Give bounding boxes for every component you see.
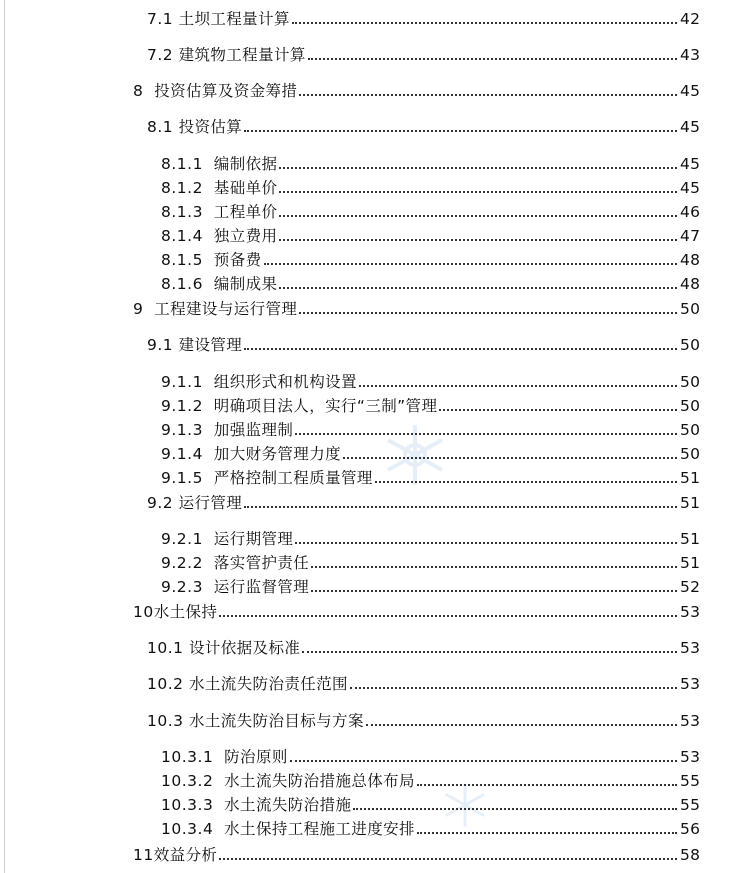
toc-dot-leader (311, 566, 677, 568)
toc-entry-title: 水土流失防治责任范围 (188, 675, 348, 693)
toc-dot-leader (375, 481, 677, 483)
toc-dot-leader (295, 433, 677, 435)
toc-dot-leader (359, 385, 677, 387)
toc-entry-page: 53 (680, 603, 701, 621)
toc-entry[interactable] (161, 247, 700, 269)
toc-entry-page: 43 (680, 46, 701, 64)
toc-entry-title: 运行管理 (178, 494, 243, 512)
toc-dot-leader (279, 167, 677, 169)
toc-dot-leader (311, 590, 677, 592)
toc-entry-page: 45 (680, 155, 701, 173)
toc-entry-page: 50 (680, 445, 701, 463)
toc-entry-title: 水土保持 (153, 603, 218, 621)
toc-dot-leader (343, 457, 677, 459)
toc-dot-leader (417, 784, 677, 786)
toc-entry-number: 8.1.1 (161, 155, 214, 173)
toc-entry[interactable] (161, 271, 700, 293)
toc-dot-leader (353, 808, 677, 810)
toc-entry[interactable] (161, 369, 700, 391)
toc-dot-leader (366, 724, 677, 726)
toc-entry-title: 水土流失防治措施 (224, 796, 352, 814)
toc-entry[interactable] (133, 78, 700, 100)
toc-dot-leader (244, 506, 677, 508)
toc-entry-title: 工程单价 (213, 203, 278, 221)
toc-entry-title: 建筑物工程量计算 (178, 46, 306, 64)
toc-entry-title: 水土流失防治措施总体布局 (224, 772, 415, 790)
toc-entry-title: 运行期管理 (213, 530, 294, 548)
toc-entry-page: 42 (680, 10, 701, 28)
toc-entry-page: 46 (680, 203, 701, 221)
toc-entry-number: 8.1.2 (161, 179, 214, 197)
toc-entry-title: 效益分析 (153, 846, 218, 864)
toc-entry-number: 10.3.2 (161, 772, 225, 790)
toc-dot-leader (279, 215, 677, 217)
toc-entry-title: 编制成果 (213, 275, 278, 293)
toc-entry-number: 10.3.3 (161, 796, 225, 814)
toc-entry-title: 设计依据及标准 (188, 639, 301, 657)
toc-dot-leader (264, 263, 678, 265)
toc-entry-number: 8.1 (147, 118, 179, 136)
toc-entry-title: 编制依据 (213, 155, 278, 173)
toc-entry-number: 10.1 (147, 639, 189, 657)
toc-dot-leader (219, 615, 677, 617)
toc-entry-title: 独立费用 (213, 227, 278, 245)
toc-entry[interactable] (147, 490, 700, 512)
toc-entry-title: 组织形式和机构设置 (213, 373, 357, 391)
toc-entry-title: 明确项目法人，实行“三制”管理 (213, 397, 438, 415)
toc-entry-page: 55 (680, 796, 701, 814)
toc-entry-page: 50 (680, 373, 701, 391)
toc-entry[interactable] (133, 599, 700, 621)
toc-entry[interactable] (161, 417, 700, 439)
toc-entry[interactable] (161, 768, 700, 790)
toc-entry-number: 10.3.4 (161, 820, 225, 838)
toc-entry-title: 投资估算 (178, 118, 243, 136)
toc-entry[interactable] (147, 6, 700, 28)
toc-entry-page: 51 (680, 494, 701, 512)
toc-entry-number: 9.2.2 (161, 554, 214, 572)
toc-dot-leader (279, 191, 677, 193)
toc-entry-number: 9.1.4 (161, 445, 214, 463)
toc-entry-number: 8.1.5 (161, 251, 214, 269)
toc-entry-title: 加大财务管理力度 (213, 445, 341, 463)
toc-entry-page: 53 (680, 639, 701, 657)
toc-entry[interactable] (147, 671, 700, 693)
toc-entry[interactable] (161, 199, 700, 221)
toc-dot-leader (244, 348, 677, 350)
toc-dot-leader (299, 94, 677, 96)
toc-entry-number: 7.2 (147, 46, 179, 64)
toc-entry[interactable] (161, 526, 700, 548)
toc-dot-leader (299, 312, 677, 314)
toc-entry-title: 基础单价 (213, 179, 278, 197)
toc-dot-leader (279, 287, 677, 289)
toc-entry-page: 58 (680, 846, 701, 864)
toc-dot-leader (292, 22, 677, 24)
toc-entry-title: 预备费 (213, 251, 262, 269)
toc-entry-title: 投资估算及资金筹措 (154, 82, 298, 100)
toc-entry[interactable] (147, 114, 700, 136)
toc-entry-number: 9.2.1 (161, 530, 214, 548)
toc-dot-leader (219, 858, 677, 860)
toc-dot-leader (308, 58, 677, 60)
toc-entry[interactable] (161, 550, 700, 572)
toc-entry[interactable] (161, 393, 700, 415)
toc-entry-page: 55 (680, 772, 701, 790)
toc-entry[interactable] (161, 175, 700, 197)
toc-entry-number: 10.3 (147, 712, 189, 730)
toc-entry-page: 51 (680, 530, 701, 548)
toc-entry[interactable] (161, 574, 700, 596)
toc-entry[interactable] (161, 792, 700, 814)
toc-entry-title: 建设管理 (178, 336, 243, 354)
toc-entry-page: 52 (680, 578, 701, 596)
toc-entry-page: 47 (680, 227, 701, 245)
toc-entry-page: 50 (680, 300, 701, 318)
toc-dot-leader (279, 239, 677, 241)
toc-entry-number: 9.2 (147, 494, 179, 512)
toc-entry[interactable] (133, 296, 700, 318)
toc-entry-number: 8.1.3 (161, 203, 214, 221)
toc-dot-leader (350, 687, 677, 689)
toc-dot-leader (244, 130, 677, 132)
toc-entry[interactable] (161, 816, 700, 838)
toc-entry-title: 水土保持工程施工进度安排 (224, 820, 415, 838)
toc-entry-page: 48 (680, 251, 701, 269)
toc-entry-number: 9.2.3 (161, 578, 214, 596)
toc-entry-page: 50 (680, 421, 701, 439)
toc-entry[interactable] (147, 42, 700, 64)
toc-entry-page: 53 (680, 675, 701, 693)
toc-entry-number: 9.1.2 (161, 397, 214, 415)
toc-entry-title: 工程建设与运行管理 (154, 300, 298, 318)
page-edge-rule (4, 0, 5, 873)
toc-entry-page: 45 (680, 118, 701, 136)
toc-entry[interactable] (161, 441, 700, 463)
toc-entry[interactable] (161, 465, 700, 487)
toc-entry-page: 50 (680, 397, 701, 415)
toc-entry-page: 50 (680, 336, 701, 354)
toc-entry-title: 加强监理制 (213, 421, 294, 439)
toc-entry[interactable] (161, 223, 700, 245)
toc-entry-title: 落实管护责任 (213, 554, 310, 572)
toc-entry-number: 8 (133, 82, 155, 100)
toc-entry-number: 10.2 (147, 675, 189, 693)
toc-entry-page: 51 (680, 469, 701, 487)
toc-entry-title: 土坝工程量计算 (178, 10, 290, 28)
toc-entry-number: 9.1.1 (161, 373, 214, 391)
toc-entry-number: 7.1 (147, 10, 179, 28)
toc-dot-leader (439, 409, 677, 411)
toc-entry-number: 9.1.3 (161, 421, 214, 439)
toc-entry-number: 8.1.6 (161, 275, 214, 293)
toc-entry-page: 45 (680, 82, 701, 100)
toc-entry-number: 8.1.4 (161, 227, 214, 245)
toc-entry-title: 严格控制工程质量管理 (213, 469, 373, 487)
toc-entry[interactable] (161, 744, 700, 766)
toc-entry[interactable] (147, 332, 700, 354)
toc-entry[interactable] (161, 151, 700, 173)
toc-entry-number: 9.1 (147, 336, 179, 354)
toc-entry-number: 9 (133, 300, 155, 318)
toc-entry-title: 水土流失防治目标与方案 (188, 712, 364, 730)
toc-entry-title: 防治原则 (224, 748, 288, 766)
toc-entry[interactable] (133, 842, 700, 864)
toc-dot-leader (295, 542, 677, 544)
toc-entry-page: 53 (680, 712, 701, 730)
toc-entry-number: 10.3.1 (161, 748, 225, 766)
toc-entry-title: 运行监督管理 (213, 578, 310, 596)
toc-entry-page: 48 (680, 275, 701, 293)
toc-entry-page: 56 (680, 820, 701, 838)
toc-entry-page: 51 (680, 554, 701, 572)
toc-dot-leader (290, 760, 677, 762)
toc-dot-leader (302, 651, 677, 653)
toc-entry[interactable] (147, 635, 700, 657)
toc-dot-leader (417, 832, 677, 834)
toc-entry-page: 53 (680, 748, 701, 766)
toc-entry-number: 10 (133, 603, 154, 621)
toc-entry-number: 11 (133, 846, 154, 864)
toc-entry-number: 9.1.5 (161, 469, 214, 487)
toc-entry-page: 45 (680, 179, 701, 197)
toc-entry[interactable] (147, 708, 700, 730)
